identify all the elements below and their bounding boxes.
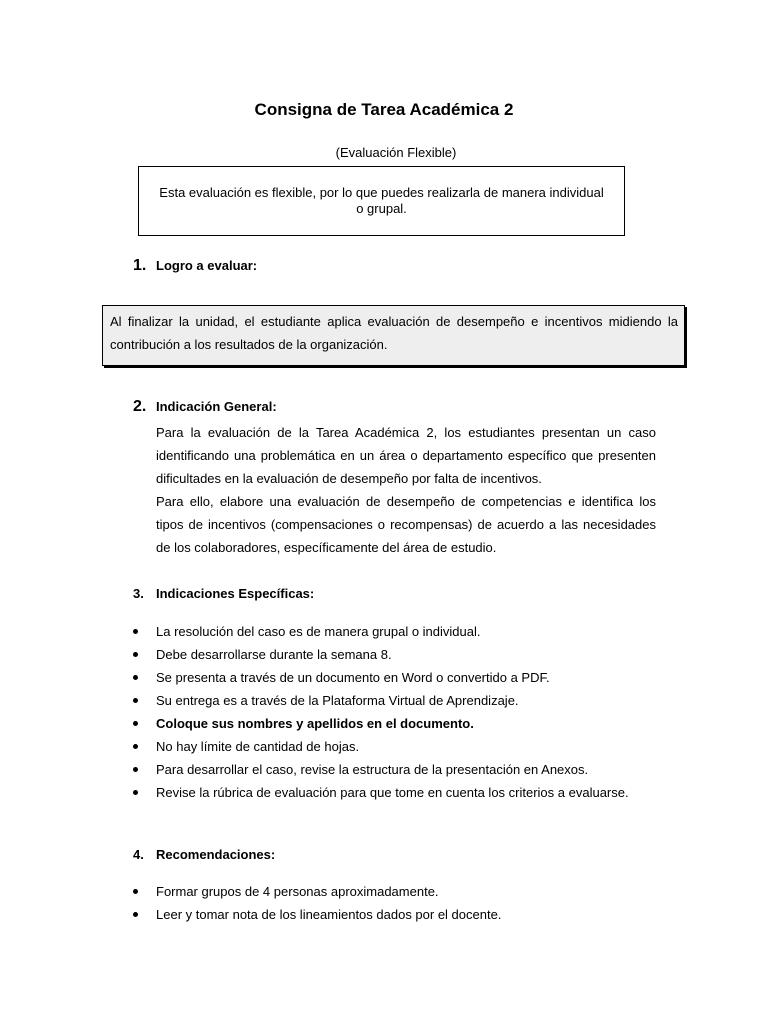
flexible-notice-box	[138, 166, 625, 236]
section-3-number: 3.	[133, 586, 144, 601]
bullet-icon	[133, 790, 138, 795]
list-item	[131, 689, 656, 712]
bullet-icon	[133, 629, 138, 634]
bullet-icon	[133, 698, 138, 703]
list-item	[131, 758, 656, 781]
specific-indications-list	[131, 620, 656, 804]
list-item	[131, 735, 656, 758]
bullet-icon	[133, 721, 138, 726]
list-item	[131, 880, 656, 903]
list-item-text: Formar grupos de 4 personas aproximadamente.	[156, 884, 439, 899]
recommendations-list	[131, 880, 656, 926]
section-2-number: 2.	[133, 398, 147, 415]
list-item	[131, 781, 656, 804]
list-item-text: Debe desarrollarse durante la semana 8.	[156, 647, 392, 662]
list-item	[131, 643, 656, 666]
document-title: Consigna de Tarea Académica 2	[254, 100, 514, 119]
flexible-notice-text: Esta evaluación es flexible, por lo que puedes realizarla de manera individual o grupal.	[159, 185, 604, 216]
bullet-icon	[133, 744, 138, 749]
section-4-heading: Recomendaciones:	[156, 847, 276, 862]
list-item-text: Su entrega es a través de la Plataforma Virtual de Aprendizaje.	[156, 693, 519, 708]
bullet-icon	[133, 652, 138, 657]
list-item-text: Leer y tomar nota de los lineamientos dados por el docente.	[156, 907, 502, 922]
document-subtitle: (Evaluación Flexible)	[335, 145, 457, 160]
logro-text: Al finalizar la unidad, el estudiante aplica evaluación de desempeño e incentivos midiendo la contribución a los resultados de la organización.	[110, 314, 678, 352]
list-item-text: No hay límite de cantidad de hojas.	[156, 739, 360, 754]
logro-box	[102, 305, 685, 366]
general-indication-text	[156, 421, 656, 559]
section-1-heading: Logro a evaluar:	[156, 258, 258, 273]
general-paragraph-2: Para ello, elabore una evaluación de desempeño de competencias e identifica los tipos de incentivos (compensaciones o recompensas) de acuerdo a las necesidades de los colaboradores, específicamente del área de estudio.	[156, 494, 656, 555]
list-item-text: Para desarrollar el caso, revise la estructura de la presentación en Anexos.	[156, 762, 589, 777]
list-item-text: La resolución del caso es de manera grupal o individual.	[156, 624, 481, 639]
list-item-text: Se presenta a través de un documento en Word o convertido a PDF.	[156, 670, 550, 685]
list-item	[131, 666, 656, 689]
bullet-icon	[133, 912, 138, 917]
list-item	[131, 712, 656, 735]
section-1-number: 1.	[133, 257, 147, 274]
bullet-icon	[133, 767, 138, 772]
list-item	[131, 620, 656, 643]
list-item	[131, 903, 656, 926]
list-item-text: Coloque sus nombres y apellidos en el documento.	[156, 716, 474, 731]
section-3-heading: Indicaciones Específicas:	[156, 586, 315, 601]
section-4-number: 4.	[133, 847, 144, 862]
section-2-heading: Indicación General:	[156, 399, 277, 414]
bullet-icon	[133, 675, 138, 680]
list-item-text: Revise la rúbrica de evaluación para que tome en cuenta los criterios a evaluarse.	[156, 785, 629, 800]
bullet-icon	[133, 889, 138, 894]
general-paragraph-1: Para la evaluación de la Tarea Académica 2, los estudiantes presentan un caso identificando una problemática en un área o departamento específico que presenten dificultades en la evaluación de desempeño por falta de incentivos.	[156, 425, 656, 486]
